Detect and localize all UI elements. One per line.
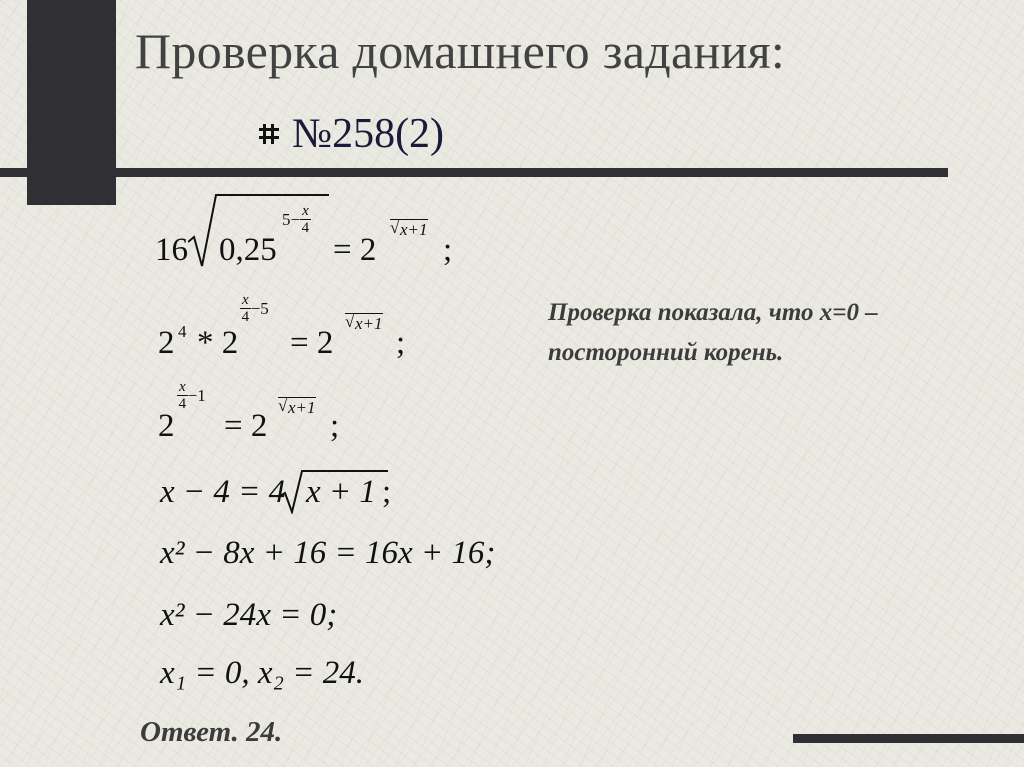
equation-line-3: 2 [158, 408, 175, 444]
rhs-exponent-1: √ x+1 [390, 218, 428, 239]
verification-note: Проверка показала, что х=0 – посторонний корень. [548, 299, 878, 366]
equation-line-4: x − 4 = 4 [160, 474, 286, 510]
hash-bullet-icon [258, 123, 280, 145]
equation-rhs-1: = 2 [333, 232, 377, 268]
radicand-base-1: 0,25 [219, 232, 277, 268]
exponent-3: $\frac{x}{4}$ −1 [178, 379, 206, 412]
title-underline [0, 168, 948, 177]
equation-end-4: ; [382, 474, 392, 510]
equation-line-7: x₁ = 0, x₂ = 24. [160, 655, 365, 691]
rhs-exponent-2: √ x+1 [345, 312, 383, 333]
equation-rhs-3: = 2 [224, 408, 268, 444]
exponent-2: $\frac{x}{4}$ −5 [241, 292, 269, 325]
equation-end-3: ; [330, 408, 340, 444]
equation-line-6: x² − 24x = 0; [160, 597, 338, 633]
radicand-4: x + 1 [306, 474, 376, 510]
equation-line-2: 2 [158, 325, 175, 361]
equation-rhs-2: = 2 [290, 325, 334, 361]
subtitle-row [258, 110, 444, 158]
equation-op-2: * 2 [197, 325, 239, 361]
answer-text: Ответ. 24. [140, 716, 283, 748]
equation-line-5: x² − 8x + 16 = 16x + 16; [160, 535, 496, 571]
slide-title: Проверка домашнего задания: [135, 23, 786, 79]
rhs-exponent-3: √ x+1 [278, 396, 316, 417]
lead-exponent-2: 4 [178, 322, 187, 341]
exercise-number: №258(2) [292, 111, 445, 157]
equation-end-2: ; [396, 325, 406, 361]
equation-end-1: ; [443, 232, 453, 268]
radicand-exponent-1: 5− $\frac{x}{4}$ [282, 203, 310, 236]
footer-rule [793, 734, 1024, 743]
equation-line-1: 16 [155, 232, 188, 268]
